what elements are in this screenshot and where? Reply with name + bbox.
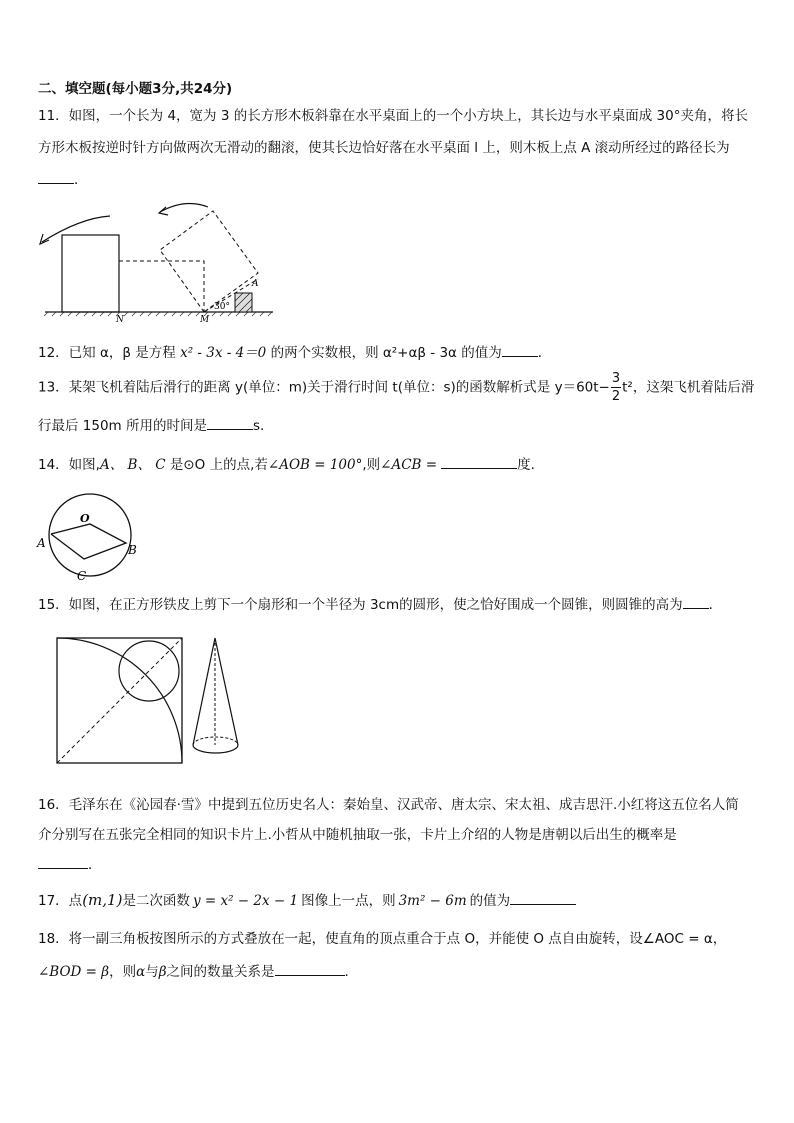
q14-line — [38, 453, 544, 473]
q11-label-m: M — [200, 315, 210, 325]
q11-arrow-right — [160, 203, 208, 212]
q15-end: ． — [708, 597, 723, 613]
q12-end: ． — [537, 345, 552, 361]
q17-line — [38, 889, 576, 909]
q17-mid: 是二次函数 — [122, 893, 190, 909]
q11-label-a: A — [252, 279, 259, 289]
q17-mid2: 图像上一点，则 — [301, 893, 396, 909]
q13-end: s. — [253, 418, 265, 434]
q15-figure — [52, 633, 272, 768]
q12-blank[interactable] — [502, 342, 538, 357]
q14-end: 度． — [517, 457, 545, 473]
q18-end: . — [344, 964, 349, 980]
q15-cone-base-front — [193, 745, 238, 753]
q11-end: ． — [74, 172, 88, 188]
q18-line1: 18．将一副三角板按图所示的方式叠放在一起，使直角的顶点重合于点 O，并能使 O 点自由旋转，设∠AOC = α， — [38, 931, 727, 947]
q17-pre: 17．点 — [38, 893, 83, 909]
q14-mid: 是⊙O 上的点,若 — [165, 457, 268, 473]
q13-frac-num: 3 — [611, 371, 621, 386]
q13-line1 — [38, 372, 754, 403]
q11-label-angle: 30° — [214, 302, 230, 312]
q17-point: (m,1) — [82, 891, 123, 909]
q13-post: ，这架飞机着陆后滑 — [632, 379, 755, 396]
q14-angle-aob: ∠AOB = 100° — [267, 457, 363, 473]
q13-line2 — [38, 414, 264, 434]
q13-fraction — [611, 372, 621, 403]
q11-answer-line — [38, 168, 88, 188]
q16-line1: 16．毛泽东在《沁园春·雪》中提到五位历史名人：秦始皇、汉武帝、唐太宗、宋太祖、成吉思汗.小红将这五位名人简 — [38, 797, 739, 813]
q14-label-a: A — [37, 536, 46, 550]
q13-t2: t² — [622, 379, 633, 396]
q14-circle — [49, 494, 131, 576]
q14-angle-acb: ∠ACB = — [380, 457, 438, 473]
q16-answer-line — [38, 853, 102, 873]
q12-line — [38, 341, 551, 361]
q15-blank[interactable] — [683, 594, 709, 609]
q11-middle-board — [119, 261, 204, 312]
q17-expression: 3m² − 6m — [398, 893, 467, 909]
q17-blank[interactable] — [510, 890, 576, 905]
q14-pre: 14．如图, — [38, 457, 100, 473]
q14-label-c: C — [77, 569, 87, 583]
q12-post: 的两个实数根，则 α²+αβ - 3α 的值为 — [266, 345, 502, 361]
q17-post: 的值为 — [469, 893, 511, 909]
q12-pre: 12．已知 α，β 是方程 — [38, 345, 181, 361]
q11-small-block — [235, 293, 252, 312]
q11-blank[interactable] — [38, 169, 74, 184]
q18-post: 之间的数量关系是 — [166, 964, 275, 980]
q11-line2: 方形木板按逆时针方向做两次无滑动的翻滚，使其长边恰好落在水平桌面 l 上，则木板上点 A 滚动所经过的路径长为 — [38, 140, 730, 156]
q15-text: 15．如图，在正方形铁皮上剪下一个扇形和一个半径为 3cm的圆形，使之恰好围成一个圆锥，则圆锥的高为 — [38, 597, 683, 613]
q11-line1: 11．如图，一个长为 4，宽为 3 的长方形木板斜靠在水平桌面上的一个小方块上，其长边与水平桌面成 30°夹角，将长 — [38, 108, 748, 124]
q14-label-o: O — [80, 512, 90, 525]
q11-label-n: N — [116, 315, 124, 325]
q18-blank[interactable] — [275, 961, 345, 976]
q18-line2 — [38, 960, 349, 980]
q13-blank[interactable] — [207, 415, 253, 430]
q15-cone-right — [215, 638, 238, 745]
q14-points: A、 B、 C — [99, 457, 166, 473]
q18-angle-bod: ∠BOD = β — [38, 964, 110, 980]
q16-line2: 介分别写在五张完全相同的知识卡片上.小哲从中随机抽取一张，卡片上介绍的人物是唐朝以后出生的概率是 — [38, 827, 677, 843]
q15-cone-left — [193, 638, 215, 745]
q15-line — [38, 593, 722, 613]
q18-mid: ，则 — [109, 964, 137, 980]
q18-beta: β — [158, 964, 167, 980]
q15-diagonal — [57, 638, 182, 763]
q16-end: ． — [88, 857, 102, 873]
q11-arrow-left — [42, 216, 110, 242]
q11-final-board — [62, 235, 119, 312]
q14-label-b: B — [128, 543, 137, 557]
q14-figure — [34, 490, 154, 585]
q13-pre: 13．某架飞机着陆后滑行的距离 y(单位：m)关于滑行时间 t(单位：s)的函数解析式是 y＝60t− — [38, 379, 610, 396]
q14-mid2: ,则 — [362, 457, 381, 473]
q18-alpha: α — [136, 964, 146, 980]
q16-blank[interactable] — [38, 854, 88, 869]
q13-line2-text: 行最后 150m 所用的时间是 — [38, 418, 208, 434]
q13-frac-den: 2 — [611, 389, 621, 404]
q11-figure — [30, 198, 290, 328]
section-title: 二、填空题(每小题3分,共24分) — [38, 81, 233, 97]
q12-equation: x² - 3x - 4＝0 — [180, 345, 267, 361]
q17-function: y = x² − 2x − 1 — [192, 893, 299, 909]
q14-quadrilateral — [51, 524, 126, 559]
q14-blank[interactable] — [441, 454, 517, 469]
q18-yu: 与 — [145, 964, 159, 980]
